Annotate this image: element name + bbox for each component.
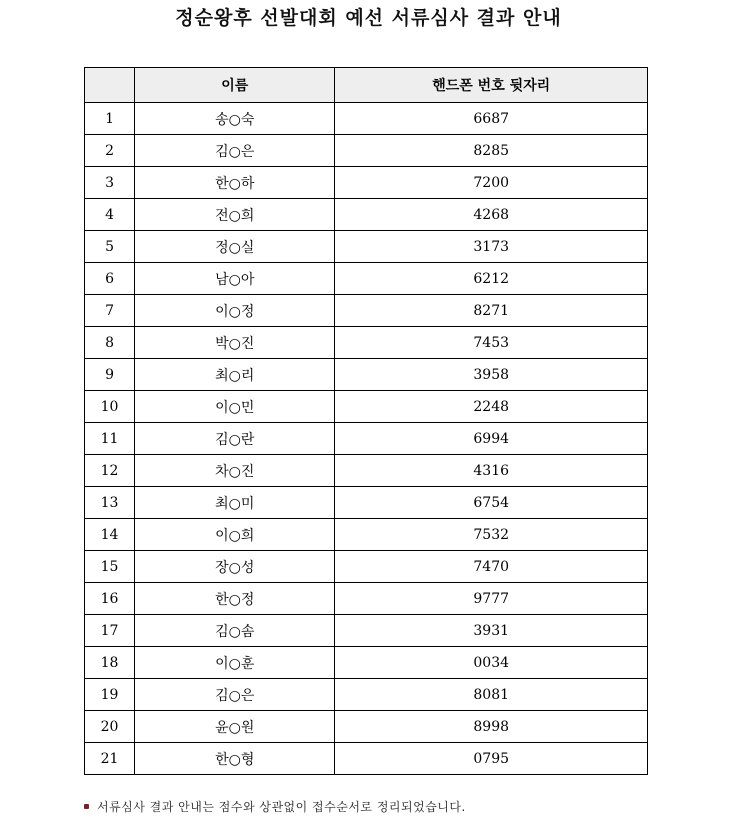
row-phone: 3173	[335, 231, 648, 263]
row-number: 16	[85, 583, 135, 615]
row-phone: 8271	[335, 295, 648, 327]
row-phone: 7470	[335, 551, 648, 583]
row-number: 10	[85, 391, 135, 423]
row-phone: 0795	[335, 743, 648, 775]
row-name: 정○실	[135, 231, 335, 263]
row-phone: 8081	[335, 679, 648, 711]
row-number: 13	[85, 487, 135, 519]
row-number: 2	[85, 135, 135, 167]
row-name: 한○하	[135, 167, 335, 199]
row-number: 8	[85, 327, 135, 359]
table-row	[85, 743, 648, 775]
row-phone: 8285	[335, 135, 648, 167]
table-row	[85, 167, 648, 199]
row-phone: 7453	[335, 327, 648, 359]
row-number: 17	[85, 615, 135, 647]
row-name: 박○진	[135, 327, 335, 359]
row-name: 이○훈	[135, 647, 335, 679]
row-number: 7	[85, 295, 135, 327]
row-number: 18	[85, 647, 135, 679]
table-header	[85, 68, 648, 103]
row-phone: 6212	[335, 263, 648, 295]
table-row	[85, 391, 648, 423]
table-body	[85, 103, 648, 775]
table-row	[85, 295, 648, 327]
table-row	[85, 455, 648, 487]
row-phone: 2248	[335, 391, 648, 423]
row-phone: 7200	[335, 167, 648, 199]
footnote	[84, 798, 466, 816]
row-number: 19	[85, 679, 135, 711]
row-number: 9	[85, 359, 135, 391]
row-name: 이○민	[135, 391, 335, 423]
row-number: 21	[85, 743, 135, 775]
row-number: 6	[85, 263, 135, 295]
header-phone: 핸드폰 번호 뒷자리	[335, 68, 648, 103]
row-name: 장○성	[135, 551, 335, 583]
row-phone: 6754	[335, 487, 648, 519]
row-phone: 6994	[335, 423, 648, 455]
row-name: 최○미	[135, 487, 335, 519]
row-name: 송○숙	[135, 103, 335, 135]
row-number: 3	[85, 167, 135, 199]
row-name: 김○솜	[135, 615, 335, 647]
table-row	[85, 359, 648, 391]
row-name: 최○리	[135, 359, 335, 391]
row-name: 김○은	[135, 679, 335, 711]
bullet-icon	[84, 804, 89, 809]
row-name: 김○은	[135, 135, 335, 167]
row-name: 이○정	[135, 295, 335, 327]
row-name: 차○진	[135, 455, 335, 487]
row-number: 14	[85, 519, 135, 551]
table-row	[85, 551, 648, 583]
row-number: 11	[85, 423, 135, 455]
page-title: 정순왕후 선발대회 예선 서류심사 결과 안내	[175, 7, 562, 29]
row-name: 윤○원	[135, 711, 335, 743]
header-row	[85, 68, 648, 103]
table-row	[85, 679, 648, 711]
row-phone: 4268	[335, 199, 648, 231]
row-phone: 9777	[335, 583, 648, 615]
row-number: 5	[85, 231, 135, 263]
row-name: 김○란	[135, 423, 335, 455]
row-name: 한○형	[135, 743, 335, 775]
table-row	[85, 615, 648, 647]
table-row	[85, 647, 648, 679]
row-name: 한○정	[135, 583, 335, 615]
table-row	[85, 487, 648, 519]
row-phone: 8998	[335, 711, 648, 743]
footnote-text: 서류심사 결과 안내는 점수와 상관없이 접수순서로 정리되었습니다.	[97, 800, 466, 814]
table-row	[85, 519, 648, 551]
row-number: 1	[85, 103, 135, 135]
row-number: 20	[85, 711, 135, 743]
header-name: 이름	[135, 68, 335, 103]
table-row	[85, 135, 648, 167]
row-name: 이○희	[135, 519, 335, 551]
table-row	[85, 327, 648, 359]
row-phone: 6687	[335, 103, 648, 135]
header-number	[85, 68, 135, 103]
table-row	[85, 583, 648, 615]
row-phone: 4316	[335, 455, 648, 487]
row-number: 12	[85, 455, 135, 487]
table-row	[85, 231, 648, 263]
table-row	[85, 103, 648, 135]
row-number: 4	[85, 199, 135, 231]
results-table	[84, 67, 648, 775]
row-name: 전○희	[135, 199, 335, 231]
table-row	[85, 711, 648, 743]
table-row	[85, 263, 648, 295]
row-number: 15	[85, 551, 135, 583]
row-phone: 3931	[335, 615, 648, 647]
table-row	[85, 423, 648, 455]
row-name: 남○아	[135, 263, 335, 295]
row-phone: 3958	[335, 359, 648, 391]
row-phone: 0034	[335, 647, 648, 679]
table-row	[85, 199, 648, 231]
row-phone: 7532	[335, 519, 648, 551]
